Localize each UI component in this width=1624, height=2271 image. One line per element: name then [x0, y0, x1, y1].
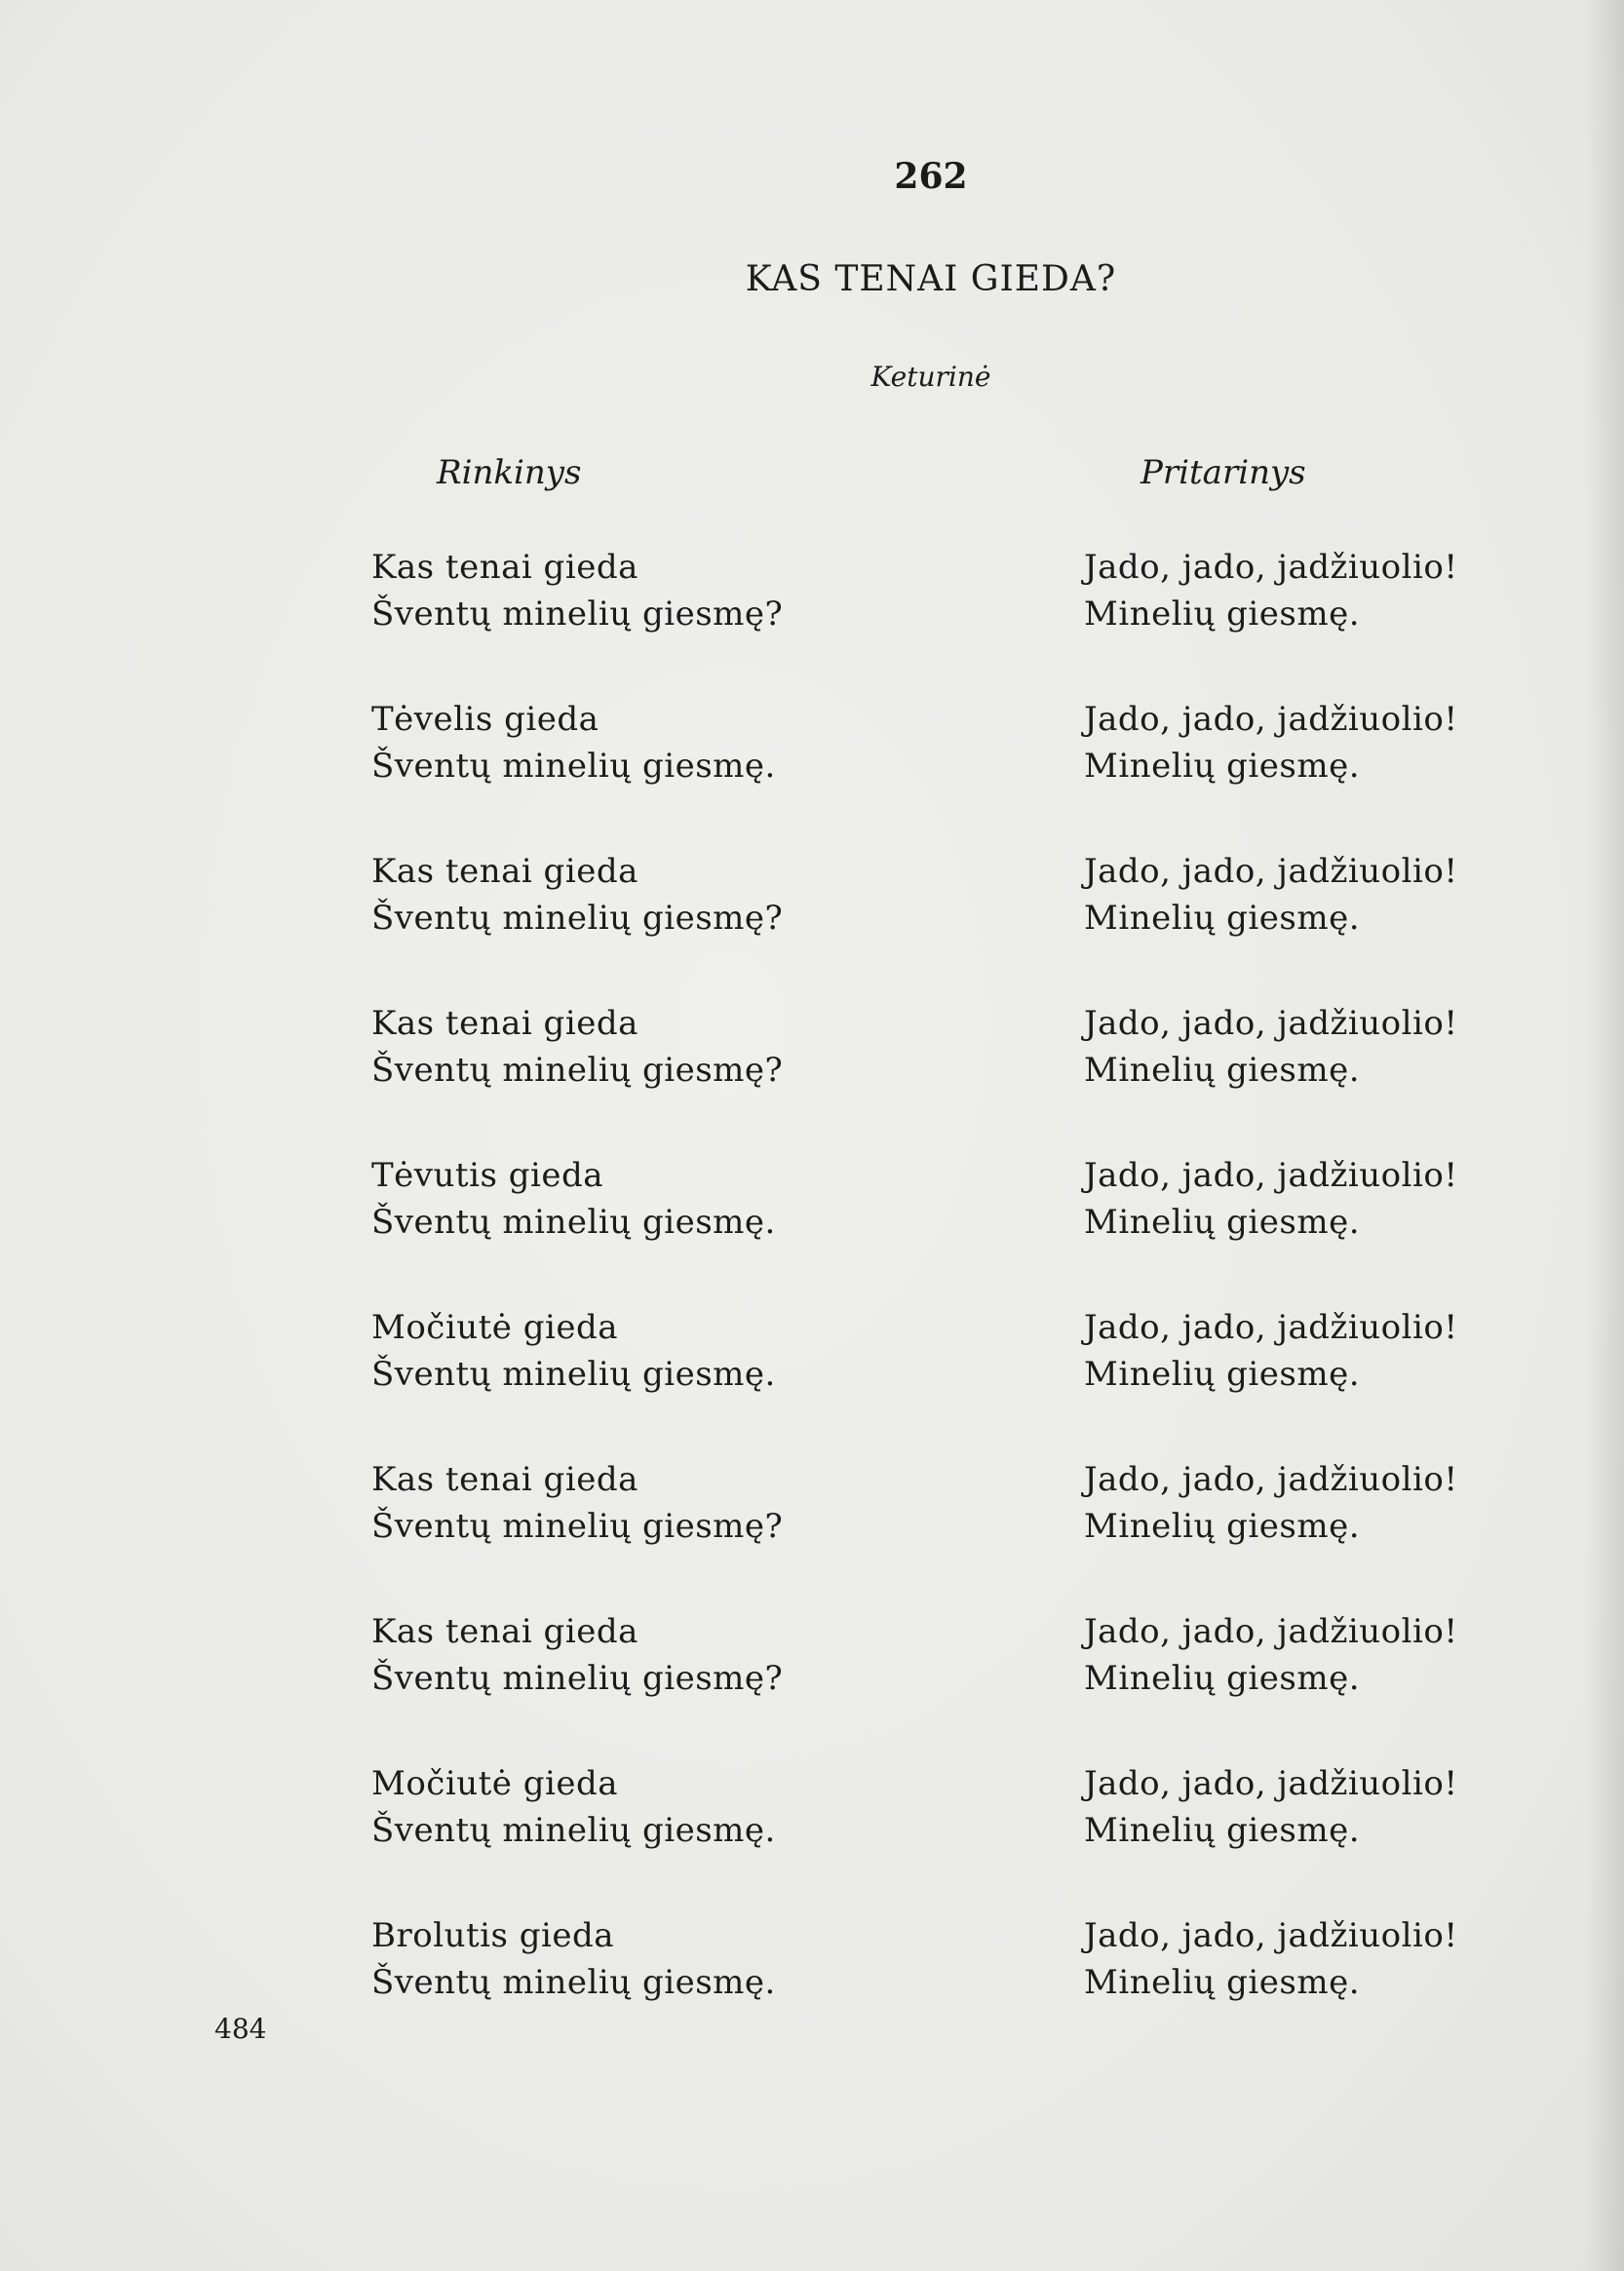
stanza-right-line: Jado, jado, jadžiuolio!: [1084, 700, 1458, 739]
song-title: KAS TENAI GIEDA?: [745, 259, 1117, 299]
stanza-left-line: Tėvelis gieda: [371, 700, 599, 739]
stanza: [0, 1156, 1624, 1308]
stanza-list: [0, 548, 1624, 2068]
stanza-left-line: Šventų minelių giesmę.: [371, 1811, 776, 1850]
stanza-right-line: Jado, jado, jadžiuolio!: [1084, 1004, 1458, 1043]
stanza: [0, 1460, 1624, 1612]
stanza-right-line: Minelių giesmę.: [1084, 595, 1361, 634]
stanza-left-line: Šventų minelių giesmę?: [371, 899, 784, 938]
stanza-right-line: Minelių giesmę.: [1084, 1963, 1361, 2002]
stanza-right-line: Jado, jado, jadžiuolio!: [1084, 1612, 1458, 1651]
stanza-right-line: Minelių giesmę.: [1084, 1811, 1361, 1850]
stanza-right-line: Jado, jado, jadžiuolio!: [1084, 852, 1458, 891]
stanza-right-line: Jado, jado, jadžiuolio!: [1084, 1460, 1458, 1499]
stanza-left-line: Šventų minelių giesmę?: [371, 1659, 784, 1698]
stanza-right-line: Minelių giesmę.: [1084, 899, 1361, 938]
stanza-left-line: Šventų minelių giesmę?: [371, 1051, 784, 1090]
stanza-left-line: Kas tenai gieda: [371, 1612, 638, 1651]
stanza-right-line: Jado, jado, jadžiuolio!: [1084, 1308, 1458, 1347]
stanza-left-line: Kas tenai gieda: [371, 1460, 638, 1499]
stanza: [0, 700, 1624, 852]
stanza-right-line: Jado, jado, jadžiuolio!: [1084, 1916, 1458, 1955]
stanza-left-line: Tėvutis gieda: [371, 1156, 603, 1195]
stanza-right-line: Minelių giesmę.: [1084, 1355, 1361, 1394]
stanza-right-line: Minelių giesmę.: [1084, 1507, 1361, 1546]
stanza: [0, 1764, 1624, 1916]
stanza-left-line: Šventų minelių giesmę.: [371, 747, 776, 786]
stanza-right-line: Minelių giesmę.: [1084, 747, 1361, 786]
stanza: [0, 852, 1624, 1004]
stanza: [0, 1308, 1624, 1460]
song-number: 262: [894, 156, 968, 197]
stanza: [0, 548, 1624, 700]
stanza: [0, 1612, 1624, 1764]
stanza-right-line: Minelių giesmę.: [1084, 1203, 1361, 1242]
stanza: [0, 1004, 1624, 1156]
stanza-left-line: Kas tenai gieda: [371, 548, 638, 587]
stanza: [0, 1916, 1624, 2068]
stanza-left-line: Močiutė gieda: [371, 1764, 618, 1803]
stanza-left-line: Šventų minelių giesmę.: [371, 1355, 776, 1394]
song-type: Keturinė: [870, 361, 991, 393]
column-header-pritarinys: Pritarinys: [1141, 453, 1306, 492]
stanza-left-line: Šventų minelių giesmę?: [371, 1507, 784, 1546]
stanza-right-line: Jado, jado, jadžiuolio!: [1084, 1764, 1458, 1803]
stanza-right-line: Minelių giesmę.: [1084, 1659, 1361, 1698]
page-number: 484: [214, 2013, 267, 2045]
stanza-left-line: Šventų minelių giesmę.: [371, 1963, 776, 2002]
stanza-right-line: Jado, jado, jadžiuolio!: [1084, 1156, 1458, 1195]
stanza-left-line: Šventų minelių giesmę.: [371, 1203, 776, 1242]
stanza-left-line: Močiutė gieda: [371, 1308, 618, 1347]
stanza-left-line: Brolutis gieda: [371, 1916, 615, 1955]
stanza-left-line: Kas tenai gieda: [371, 852, 638, 891]
column-header-rinkinys: Rinkinys: [437, 453, 582, 492]
stanza-right-line: Minelių giesmę.: [1084, 1051, 1361, 1090]
stanza-left-line: Kas tenai gieda: [371, 1004, 638, 1043]
stanza-left-line: Šventų minelių giesmę?: [371, 595, 784, 634]
stanza-right-line: Jado, jado, jadžiuolio!: [1084, 548, 1458, 587]
